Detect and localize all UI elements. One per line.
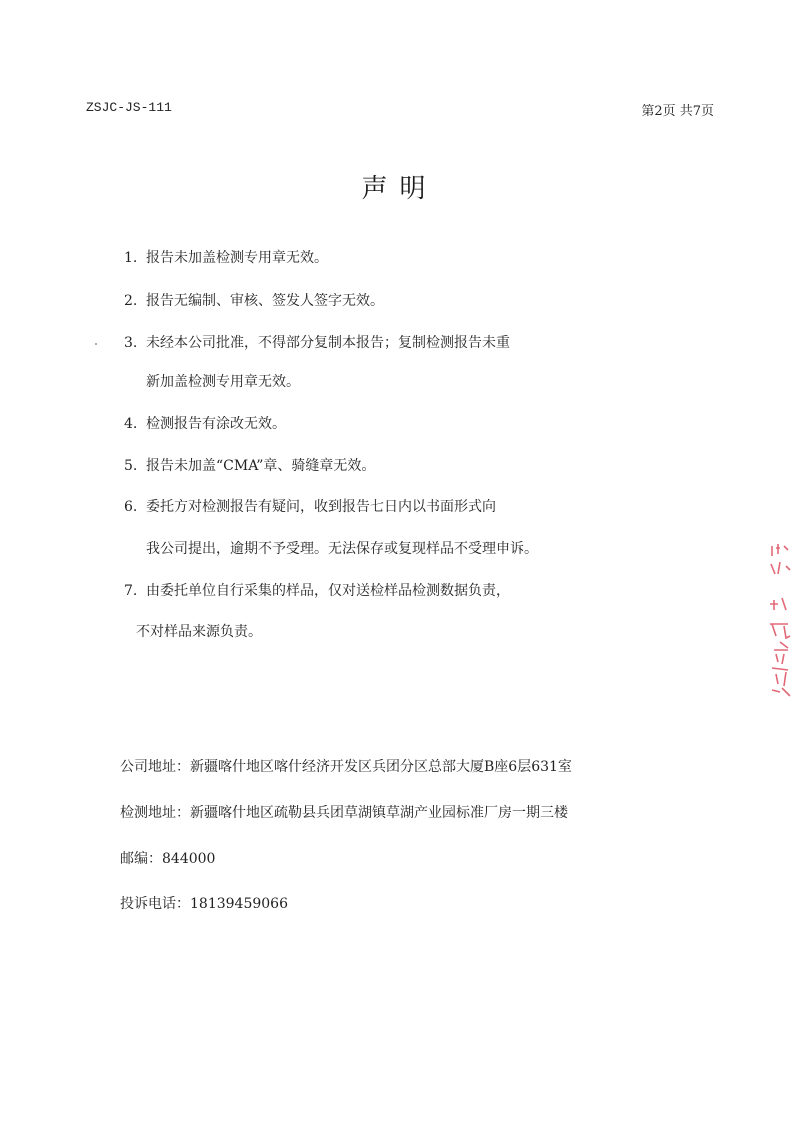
- postcode: 邮编：844000: [120, 851, 216, 867]
- item-text: 未经本公司批准，不得部分复制本报告；复制检测报告未重: [146, 335, 510, 351]
- item-number: 5.: [124, 458, 138, 474]
- item-text: 由委托单位自行采集的样品，仅对送检样品检测数据负责，: [146, 583, 510, 599]
- page-number: 第2页 共7页: [641, 104, 714, 119]
- item-number: 4.: [124, 416, 138, 432]
- statement-item-7-continuation: 不对样品来源负责。: [136, 624, 262, 640]
- scan-speck: [95, 343, 97, 345]
- item-number: 7.: [124, 583, 138, 599]
- statement-item-1: [124, 247, 328, 267]
- company-address: 公司地址：新疆喀什地区喀什经济开发区兵团分区总部大厦B座6层631室: [120, 759, 572, 775]
- item-text: 报告未加盖“CMA”章、骑缝章无效。: [146, 458, 376, 474]
- statement-item-6: [124, 496, 496, 516]
- item-number: 3.: [124, 335, 138, 351]
- document-code: ZSJC-JS-111: [86, 100, 172, 115]
- item-text: 报告未加盖检测专用章无效。: [146, 250, 328, 266]
- statement-item-3: [124, 332, 510, 352]
- test-address: 检测地址：新疆喀什地区疏勒县兵团草湖镇草湖产业园标准厂房一期三楼: [120, 805, 568, 821]
- page-title: 声明: [361, 174, 438, 204]
- statement-item-3-continuation: 新加盖检测专用章无效。: [146, 374, 300, 390]
- complaint-phone: 投诉电话：18139459066: [120, 896, 288, 912]
- statement-item-2: [124, 290, 384, 310]
- statement-item-5: [124, 455, 375, 475]
- statement-item-4: [124, 413, 286, 433]
- statement-item-6-continuation: 我公司提出，逾期不予受理。无法保存或复现样品不受理申诉。: [146, 541, 538, 557]
- seam-stamp-fragment: [766, 540, 792, 700]
- item-text: 委托方对检测报告有疑问，收到报告七日内以书面形式向: [146, 499, 496, 515]
- item-text: 报告无编制、审核、签发人签字无效。: [146, 293, 384, 309]
- item-number: 6.: [124, 499, 138, 515]
- item-number: 1.: [124, 250, 138, 266]
- statement-item-7: [124, 580, 510, 600]
- item-text: 检测报告有涂改无效。: [146, 416, 286, 432]
- item-number: 2.: [124, 293, 138, 309]
